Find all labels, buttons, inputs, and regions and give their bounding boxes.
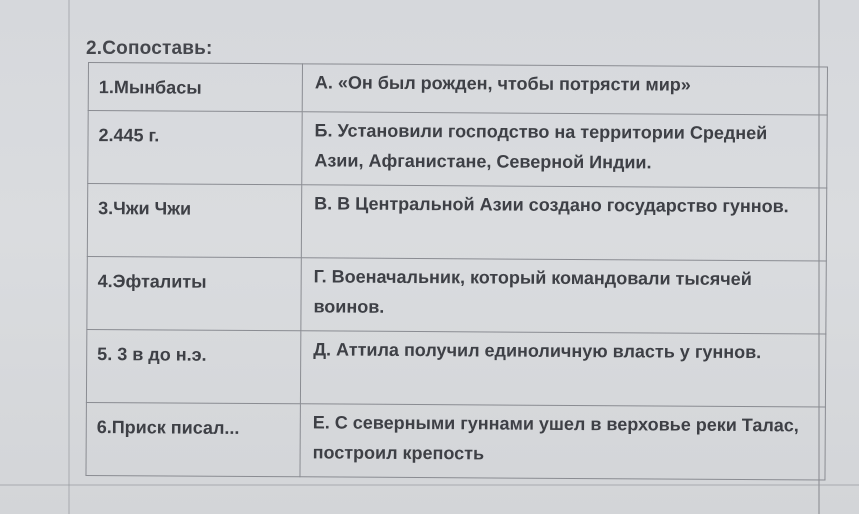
- right-cell: А. «Он был рожден, чтобы потрясти мир»: [302, 64, 827, 115]
- table-row: [88, 63, 827, 116]
- table-row: [88, 111, 827, 189]
- matching-table: [85, 62, 828, 481]
- right-cell: Д. Аттила получил единоличную власть у гуннов.: [300, 331, 825, 407]
- right-cell: Г. Военачальник, который командовали тысячей воинов.: [301, 258, 826, 334]
- table-row: [86, 329, 825, 407]
- left-cell: 2.445 г.: [88, 111, 302, 185]
- right-cell: Б. Установили господство на территории Средней Азии, Афганистане, Северной Индии.: [302, 112, 827, 188]
- page-edge-left: [68, 0, 70, 514]
- left-cell: 1.Мынбасы: [88, 63, 302, 112]
- left-cell: 5. 3 в до н.э.: [86, 329, 300, 403]
- left-cell: 3.Чжи Чжи: [87, 184, 301, 258]
- task-heading: 2.Сопоставь:: [86, 38, 213, 59]
- right-cell: В. В Центральной Азии создано государство гуннов.: [301, 185, 826, 261]
- left-cell: 4.Эфталиты: [87, 256, 301, 330]
- table-row: [87, 256, 826, 334]
- table-row: [86, 402, 825, 480]
- left-cell: 6.Приск писал...: [86, 402, 300, 476]
- table-row: [87, 184, 826, 262]
- page-edge-bottom: [0, 484, 859, 486]
- right-cell: Е. С северными гуннами ушел в верховье реки Талас, построил крепость: [300, 404, 825, 480]
